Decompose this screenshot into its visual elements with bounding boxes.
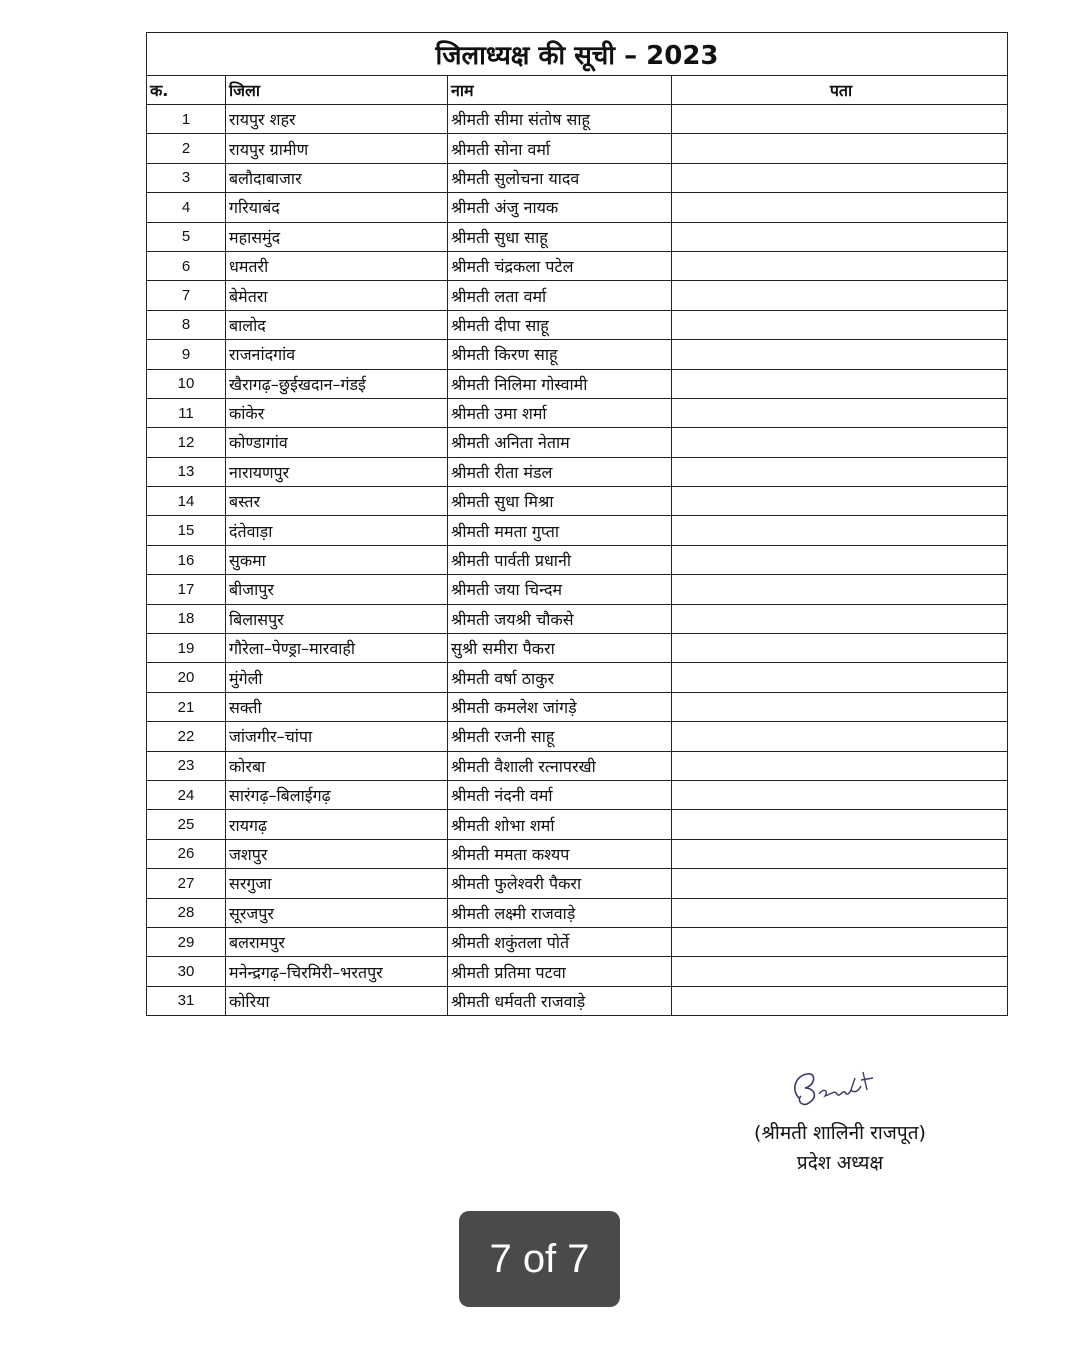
- row-serial: 3: [147, 163, 226, 192]
- row-address: [672, 457, 1008, 486]
- table-row: [147, 281, 1008, 310]
- table-row: [147, 340, 1008, 369]
- row-address: [672, 516, 1008, 545]
- row-name: श्रीमती लक्ष्मी राजवाड़े: [448, 898, 672, 927]
- row-serial: 26: [147, 839, 226, 868]
- page-indicator: 7 of 7: [459, 1211, 620, 1307]
- row-name: श्रीमती जया चिन्दम: [448, 575, 672, 604]
- row-district: मुंगेली: [226, 663, 448, 692]
- table-row: [147, 251, 1008, 280]
- table-row: [147, 222, 1008, 251]
- table-row: [147, 751, 1008, 780]
- table-row: [147, 810, 1008, 839]
- table-row: [147, 369, 1008, 398]
- row-address: [672, 957, 1008, 986]
- row-district: सारंगढ़–बिलाईगढ़: [226, 780, 448, 809]
- row-district: रायपुर ग्रामीण: [226, 134, 448, 163]
- row-district: बीजापुर: [226, 575, 448, 604]
- table-row: [147, 839, 1008, 868]
- row-address: [672, 986, 1008, 1015]
- row-address: [672, 340, 1008, 369]
- row-address: [672, 780, 1008, 809]
- row-serial: 15: [147, 516, 226, 545]
- row-district: खैरागढ़–छुईखदान–गंडई: [226, 369, 448, 398]
- row-serial: 10: [147, 369, 226, 398]
- row-name: श्रीमती वैशाली रत्नापरखी: [448, 751, 672, 780]
- row-district: नारायणपुर: [226, 457, 448, 486]
- row-serial: 14: [147, 487, 226, 516]
- row-address: [672, 310, 1008, 339]
- row-name: श्रीमती सुधा मिश्रा: [448, 487, 672, 516]
- district-president-table: [146, 32, 1008, 1016]
- row-name: सुश्री समीरा पैकरा: [448, 634, 672, 663]
- row-district: बिलासपुर: [226, 604, 448, 633]
- row-district: मनेन्द्रगढ़–चिरमिरी–भरतपुर: [226, 957, 448, 986]
- row-district: सक्ती: [226, 692, 448, 721]
- row-address: [672, 251, 1008, 280]
- row-name: श्रीमती निलिमा गोस्वामी: [448, 369, 672, 398]
- row-name: श्रीमती अंजु नायक: [448, 193, 672, 222]
- row-serial: 18: [147, 604, 226, 633]
- row-serial: 12: [147, 428, 226, 457]
- row-district: कोण्डागांव: [226, 428, 448, 457]
- column-header-name: नाम: [448, 76, 672, 105]
- signature-block: [700, 1060, 980, 1178]
- column-header-serial: क.: [147, 76, 226, 105]
- table-row: [147, 516, 1008, 545]
- row-name: श्रीमती पार्वती प्रधानी: [448, 545, 672, 574]
- column-header-address: पता: [672, 76, 1008, 105]
- signatory-designation: प्रदेश अध्यक्ष: [796, 1152, 884, 1174]
- row-address: [672, 604, 1008, 633]
- table-row: [147, 663, 1008, 692]
- row-serial: 22: [147, 722, 226, 751]
- row-name: श्रीमती लता वर्मा: [448, 281, 672, 310]
- row-serial: 16: [147, 545, 226, 574]
- row-address: [672, 663, 1008, 692]
- row-address: [672, 222, 1008, 251]
- row-district: दंतेवाड़ा: [226, 516, 448, 545]
- row-address: [672, 134, 1008, 163]
- row-serial: 7: [147, 281, 226, 310]
- row-name: श्रीमती सीमा संतोष साहू: [448, 105, 672, 134]
- row-serial: 24: [147, 780, 226, 809]
- table-row: [147, 310, 1008, 339]
- row-serial: 30: [147, 957, 226, 986]
- row-name: श्रीमती ममता कश्यप: [448, 839, 672, 868]
- table-body: [147, 105, 1008, 1016]
- row-address: [672, 369, 1008, 398]
- row-district: जशपुर: [226, 839, 448, 868]
- row-serial: 4: [147, 193, 226, 222]
- row-serial: 29: [147, 927, 226, 956]
- row-district: गरियाबंद: [226, 193, 448, 222]
- table-row: [147, 398, 1008, 427]
- table-row: [147, 927, 1008, 956]
- signatory-name: (श्रीमती शालिनी राजपूत): [754, 1122, 926, 1144]
- row-name: श्रीमती फुलेश्वरी पैकरा: [448, 869, 672, 898]
- table-row: [147, 869, 1008, 898]
- row-district: कोरबा: [226, 751, 448, 780]
- row-address: [672, 898, 1008, 927]
- row-name: श्रीमती जयश्री चौकसे: [448, 604, 672, 633]
- row-name: श्रीमती चंद्रकला पटेल: [448, 251, 672, 280]
- table-row: [147, 457, 1008, 486]
- row-serial: 28: [147, 898, 226, 927]
- row-name: श्रीमती अनिता नेताम: [448, 428, 672, 457]
- row-address: [672, 810, 1008, 839]
- document-title: जिलाध्यक्ष की सूची – 2023: [147, 33, 1008, 76]
- table-row: [147, 604, 1008, 633]
- row-name: श्रीमती सुधा साहू: [448, 222, 672, 251]
- row-district: रायगढ़: [226, 810, 448, 839]
- row-district: कांकेर: [226, 398, 448, 427]
- row-serial: 17: [147, 575, 226, 604]
- row-address: [672, 869, 1008, 898]
- row-district: सुकमा: [226, 545, 448, 574]
- row-serial: 11: [147, 398, 226, 427]
- column-header-district: जिला: [226, 76, 448, 105]
- row-serial: 21: [147, 692, 226, 721]
- table-row: [147, 163, 1008, 192]
- table-row: [147, 957, 1008, 986]
- row-name: श्रीमती धर्मवती राजवाड़े: [448, 986, 672, 1015]
- row-district: धमतरी: [226, 251, 448, 280]
- row-district: बलौदाबाजार: [226, 163, 448, 192]
- table-row: [147, 545, 1008, 574]
- row-address: [672, 634, 1008, 663]
- row-address: [672, 428, 1008, 457]
- row-name: श्रीमती उमा शर्मा: [448, 398, 672, 427]
- row-district: बस्तर: [226, 487, 448, 516]
- row-name: श्रीमती वर्षा ठाकुर: [448, 663, 672, 692]
- row-address: [672, 105, 1008, 134]
- table-row: [147, 487, 1008, 516]
- row-address: [672, 193, 1008, 222]
- table-row: [147, 575, 1008, 604]
- row-name: श्रीमती दीपा साहू: [448, 310, 672, 339]
- row-serial: 8: [147, 310, 226, 339]
- row-serial: 23: [147, 751, 226, 780]
- row-name: श्रीमती प्रतिमा पटवा: [448, 957, 672, 986]
- row-name: श्रीमती कमलेश जांगड़े: [448, 692, 672, 721]
- row-serial: 31: [147, 986, 226, 1015]
- table-row: [147, 898, 1008, 927]
- row-address: [672, 751, 1008, 780]
- row-name: श्रीमती किरण साहू: [448, 340, 672, 369]
- row-serial: 13: [147, 457, 226, 486]
- row-serial: 19: [147, 634, 226, 663]
- row-name: श्रीमती शोभा शर्मा: [448, 810, 672, 839]
- table-row: [147, 105, 1008, 134]
- row-name: श्रीमती ममता गुप्ता: [448, 516, 672, 545]
- row-address: [672, 722, 1008, 751]
- row-serial: 27: [147, 869, 226, 898]
- table-row: [147, 428, 1008, 457]
- row-district: महासमुंद: [226, 222, 448, 251]
- row-serial: 2: [147, 134, 226, 163]
- row-name: श्रीमती रीता मंडल: [448, 457, 672, 486]
- row-name: श्रीमती रजनी साहू: [448, 722, 672, 751]
- table-row: [147, 134, 1008, 163]
- row-district: राजनांदगांव: [226, 340, 448, 369]
- row-name: श्रीमती नंदनी वर्मा: [448, 780, 672, 809]
- table-row: [147, 986, 1008, 1015]
- row-district: सूरजपुर: [226, 898, 448, 927]
- row-serial: 1: [147, 105, 226, 134]
- row-district: रायपुर शहर: [226, 105, 448, 134]
- row-address: [672, 839, 1008, 868]
- handwritten-signature: [785, 1060, 895, 1112]
- row-serial: 20: [147, 663, 226, 692]
- row-address: [672, 575, 1008, 604]
- row-address: [672, 487, 1008, 516]
- table-row: [147, 692, 1008, 721]
- row-address: [672, 281, 1008, 310]
- row-district: बलरामपुर: [226, 927, 448, 956]
- row-name: श्रीमती सोना वर्मा: [448, 134, 672, 163]
- row-district: गौरेला–पेण्ड्रा–मारवाही: [226, 634, 448, 663]
- row-serial: 5: [147, 222, 226, 251]
- table-row: [147, 634, 1008, 663]
- row-serial: 6: [147, 251, 226, 280]
- row-district: कोरिया: [226, 986, 448, 1015]
- row-district: सरगुजा: [226, 869, 448, 898]
- row-address: [672, 692, 1008, 721]
- row-serial: 9: [147, 340, 226, 369]
- row-district: जांजगीर–चांपा: [226, 722, 448, 751]
- row-address: [672, 163, 1008, 192]
- row-address: [672, 927, 1008, 956]
- table-row: [147, 722, 1008, 751]
- row-name: श्रीमती शकुंतला पोर्ते: [448, 927, 672, 956]
- row-district: बेमेतरा: [226, 281, 448, 310]
- row-name: श्रीमती सुलोचना यादव: [448, 163, 672, 192]
- row-serial: 25: [147, 810, 226, 839]
- table-row: [147, 193, 1008, 222]
- table-row: [147, 780, 1008, 809]
- row-district: बालोद: [226, 310, 448, 339]
- row-address: [672, 398, 1008, 427]
- row-address: [672, 545, 1008, 574]
